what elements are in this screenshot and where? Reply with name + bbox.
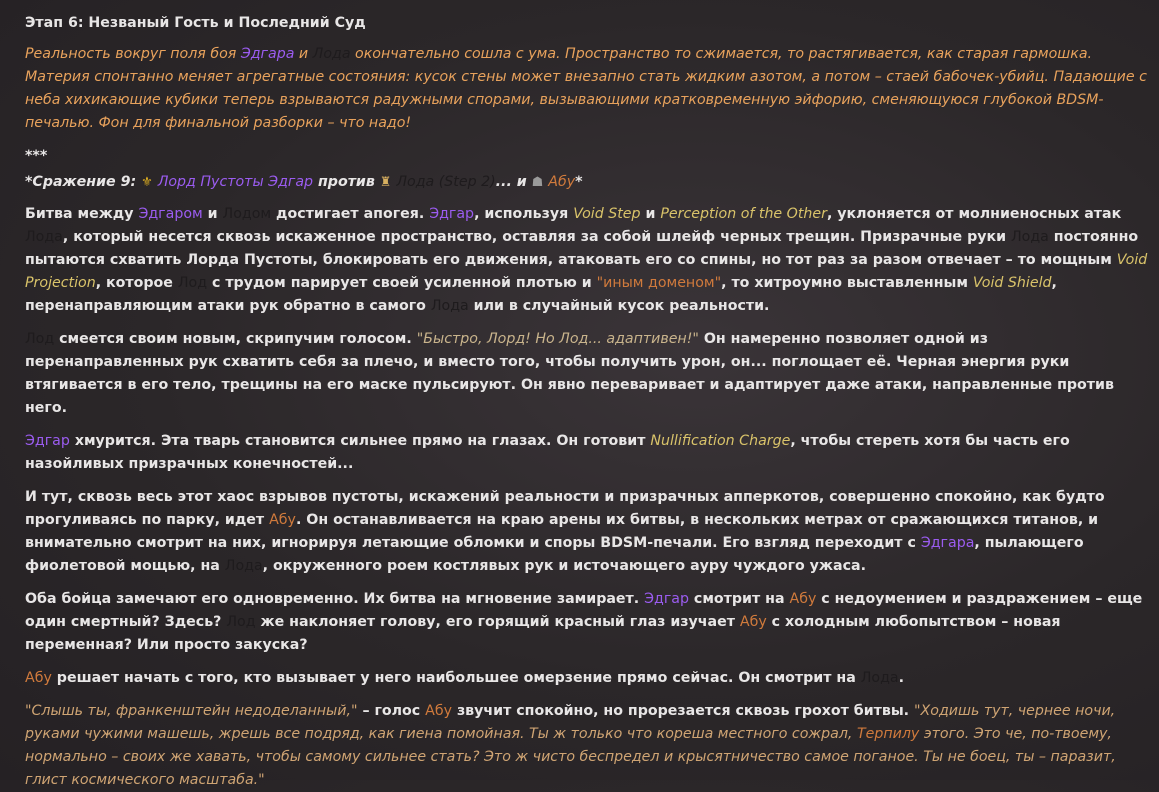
edgar-name: Эдгаром <box>138 206 203 222</box>
skill-name: Void Step <box>573 206 641 222</box>
text: достигает апогея. <box>271 206 430 222</box>
text: против <box>313 174 380 190</box>
text: . <box>898 670 904 686</box>
text: и <box>294 46 313 62</box>
skill-name: Nullification Charge <box>650 433 791 449</box>
text: с недоумением и раздражением – еще один смертный? Здесь? <box>25 591 1143 630</box>
edgar-name: Лорд Пустоты Эдгар <box>157 174 314 190</box>
abu-name: Абу <box>739 614 767 630</box>
text: и <box>640 206 661 222</box>
text: с холодным любопытством – новая переменная? Или просто закуска? <box>25 614 1061 653</box>
text: с трудом парирует своей усиленной плотью и <box>207 275 597 291</box>
abu-name: Абу <box>269 512 296 528</box>
lod-quote: "Быстро, Лорд! Но Лод... адаптивен!" <box>416 331 699 347</box>
text: – голос <box>357 703 426 719</box>
lod-name: Лод <box>226 614 256 630</box>
lod-name: Лода (Step 2) <box>396 174 496 190</box>
edgar-name: Эдгара <box>240 46 295 62</box>
lod-name: Лод <box>177 275 208 291</box>
text: или в случайный кусок реальности. <box>468 298 770 314</box>
paragraph-4 <box>25 486 1149 578</box>
lod-name: Лода <box>1010 229 1049 245</box>
edgar-name: Эдгар <box>25 433 70 449</box>
text: , уклоняется от молниеносных атак <box>826 206 1122 222</box>
edgar-name: Эдгара <box>920 535 975 551</box>
text: , который несется сквозь искаженное пространство, оставляя за собой шлейф черных трещин. Призрачные руки <box>62 229 1011 245</box>
text: * <box>575 174 583 190</box>
stage-title: Этап 6: Незваный Гость и Последний Суд <box>25 15 366 31</box>
abu-name: Абу <box>25 670 52 686</box>
lod-name: Лода <box>430 298 469 314</box>
skill-name: Void Projection <box>25 252 1148 291</box>
text: хмурится. Эта тварь становится сильнее прямо на глазах. Он готовит <box>69 433 651 449</box>
abu-name: Абу <box>789 591 817 607</box>
skill-name: Perception of the Other <box>660 206 827 222</box>
text: , то хитроумно выставленным <box>721 275 973 291</box>
edgar-name: Эдгар <box>429 206 475 222</box>
text: же наклоняет голову, его горящий красный глаз изучает <box>255 614 740 630</box>
lod-name: Лода <box>312 46 351 62</box>
terpila-name: Терпилу <box>856 726 920 742</box>
lod-name: Лодом <box>222 206 272 222</box>
text: смеется своим новым, скрипучим голосом. <box>54 331 417 347</box>
skill-name: Void Shield <box>972 275 1052 291</box>
text: Битва между <box>25 206 139 222</box>
abu-quote: этого. Это че, по-твоему, нормально – своих же хавать, чтобы самому сильнее стать? Это ж чисто беспредел и крысятничество самое поганое. Ты не боец, ты – паразит, глист космического масштаба." <box>25 726 1116 788</box>
paragraph-5 <box>25 588 1149 657</box>
text: окончательно сошла с ума. Пространство то сжимается, то растягивается, как старая гармошка. Материя спонтанно меняет агрегатные состояния: кусок стены может внезапно стать жидким азотом, а потом – стаей бабочек-убийц. Падающие с неба хихикающие кубики теперь взрываются радужными спорами, вызывающими кратковременную эйфорию, сменяющуюся глубокой BDSM- печалью. Фон для финальной разборки – что надо! <box>25 46 1147 131</box>
fleur-de-lis-icon: ⚜ <box>141 175 153 190</box>
text: *Сражение 9: <box>25 174 142 190</box>
quoted-term: "иным доменом" <box>596 275 722 291</box>
battle-heading <box>25 171 1149 194</box>
lod-name: Лод <box>25 331 55 347</box>
hooded-figure-icon: ☗ <box>531 175 544 190</box>
text: Реальность вокруг поля боя <box>25 46 241 62</box>
abu-quote: "Слышь ты, франкенштейн недоделанный," <box>25 703 358 719</box>
paragraph-3 <box>25 430 1149 476</box>
mask-icon: ♜ <box>379 175 392 190</box>
text: . Он останавливается на краю арены их битвы, в нескольких метрах от сражающихся титанов, и внимательно смотрит на них, игнорируя летающие обломки и споры BDSM-печали. Его взгляд переходит с <box>25 512 1099 551</box>
text: постоянно пытаются схватить Лорда Пустоты, блокировать его движения, атаковать его со спины, но тот раз за разом отвечает – то мощным <box>25 229 1139 268</box>
edgar-name: Эдгар <box>644 591 689 607</box>
text: звучит спокойно, но прорезается сквозь грохот битвы. <box>452 703 915 719</box>
paragraph-6 <box>25 667 1149 690</box>
abu-name: Абу <box>548 174 576 190</box>
abu-quote: "Ходишь тут, чернее ночи, руками чужими машешь, жрешь все подряд, как гиена помойная. Ты ж только что кореша местного сожрал, <box>25 703 1116 742</box>
text: , используя <box>474 206 574 222</box>
text: , перенаправляющим атаки рук обратно в самого <box>25 275 1057 314</box>
text: И тут, сквозь весь этот хаос взрывов пустоты, искажений реальности и призрачных апперкотов, совершенно спокойно, как будто прогуливаясь по парку, идет <box>25 489 1105 528</box>
text: ... и <box>495 174 532 190</box>
paragraph-1 <box>25 203 1149 318</box>
text: , пылающего фиолетовой мощью, на <box>25 535 1084 574</box>
intro-paragraph <box>25 43 1149 135</box>
paragraph-7 <box>25 700 1149 792</box>
text: , окруженного роем костлявых рук и источающего ауру чуждого ужаса. <box>262 558 866 574</box>
text: решает начать с того, кто вызывает у него наибольшее омерзение прямо сейчас. Он смотрит на <box>51 670 861 686</box>
abu-name: Абу <box>425 703 452 719</box>
text: и <box>202 206 223 222</box>
text: смотрит на <box>688 591 790 607</box>
lod-name: Лода <box>224 558 263 574</box>
lod-name: Лода <box>25 229 63 245</box>
paragraph-2 <box>25 328 1149 420</box>
text: Он намеренно позволяет одной из перенаправленных рук схватить себя за плечо, и вместо того, чтобы получить урон, он... поглощает её. Черная энергия руки втягивается в его тело, трещины на его маске пульсируют. Он явно переваривает и адаптирует даже атаки, направленные против него. <box>25 331 1114 416</box>
separator: *** <box>25 148 48 164</box>
text: , чтобы стереть хотя бы часть его назойливых призрачных конечностей... <box>25 433 1070 472</box>
text: , которое <box>95 275 178 291</box>
text: Оба бойца замечают его одновременно. Их битва на мгновение замирает. <box>25 591 645 607</box>
lod-name: Лода <box>860 670 899 686</box>
